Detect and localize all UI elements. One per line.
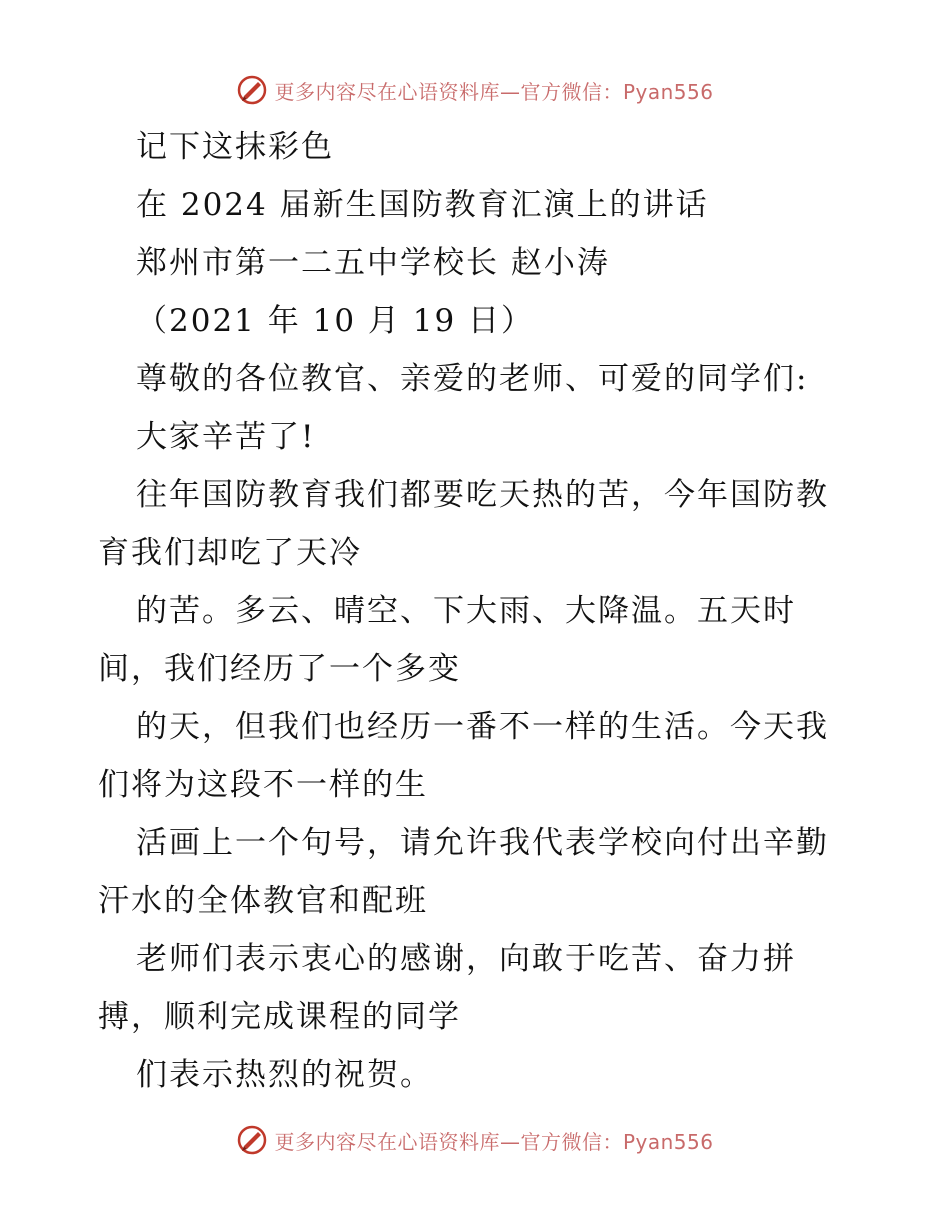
text-line: 搏，顺利完成课程的同学 — [98, 999, 461, 1035]
text-line: 尊敬的各位教官、亲爱的老师、可爱的同学们: — [136, 361, 809, 397]
text-line: 育我们却吃了天冷 — [98, 535, 362, 571]
watermark-text: 更多内容尽在心语资料库—官方微信：Pyan556 — [274, 79, 714, 104]
watermark-text: 更多内容尽在心语资料库—官方微信：Pyan556 — [274, 1129, 714, 1154]
pen-logo-icon — [236, 1124, 268, 1156]
text-line: 老师们表示衷心的感谢，向敢于吃苦、奋力拼 — [136, 941, 796, 977]
text-line: 们将为这段不一样的生 — [98, 767, 428, 803]
text-line: 汗水的全体教官和配班 — [98, 883, 428, 919]
text-line: 郑州市第一二五中学校长 赵小涛 — [136, 245, 610, 281]
text-line: 间，我们经历了一个多变 — [98, 651, 461, 687]
text-line: 的苦。多云、晴空、下大雨、大降温。五天时 — [136, 593, 796, 629]
document-body — [98, 118, 858, 1104]
text-line: 大家辛苦了! — [136, 419, 316, 455]
text-line: 在 2024 届新生国防教育汇演上的讲话 — [136, 187, 709, 223]
pen-logo-icon — [236, 74, 268, 106]
watermark-banner-top — [0, 70, 950, 110]
watermark-banner-bottom — [0, 1120, 950, 1160]
text-line: 记下这抹彩色 — [136, 129, 334, 165]
text-line: 活画上一个句号，请允许我代表学校向付出辛勤 — [136, 825, 829, 861]
text-line: 往年国防教育我们都要吃天热的苦，今年国防教 — [136, 477, 829, 513]
text-line: （2021 年 10 月 19 日） — [136, 303, 535, 339]
text-line: 的天，但我们也经历一番不一样的生活。今天我 — [136, 709, 829, 745]
text-line: 们表示热烈的祝贺。 — [136, 1057, 433, 1093]
